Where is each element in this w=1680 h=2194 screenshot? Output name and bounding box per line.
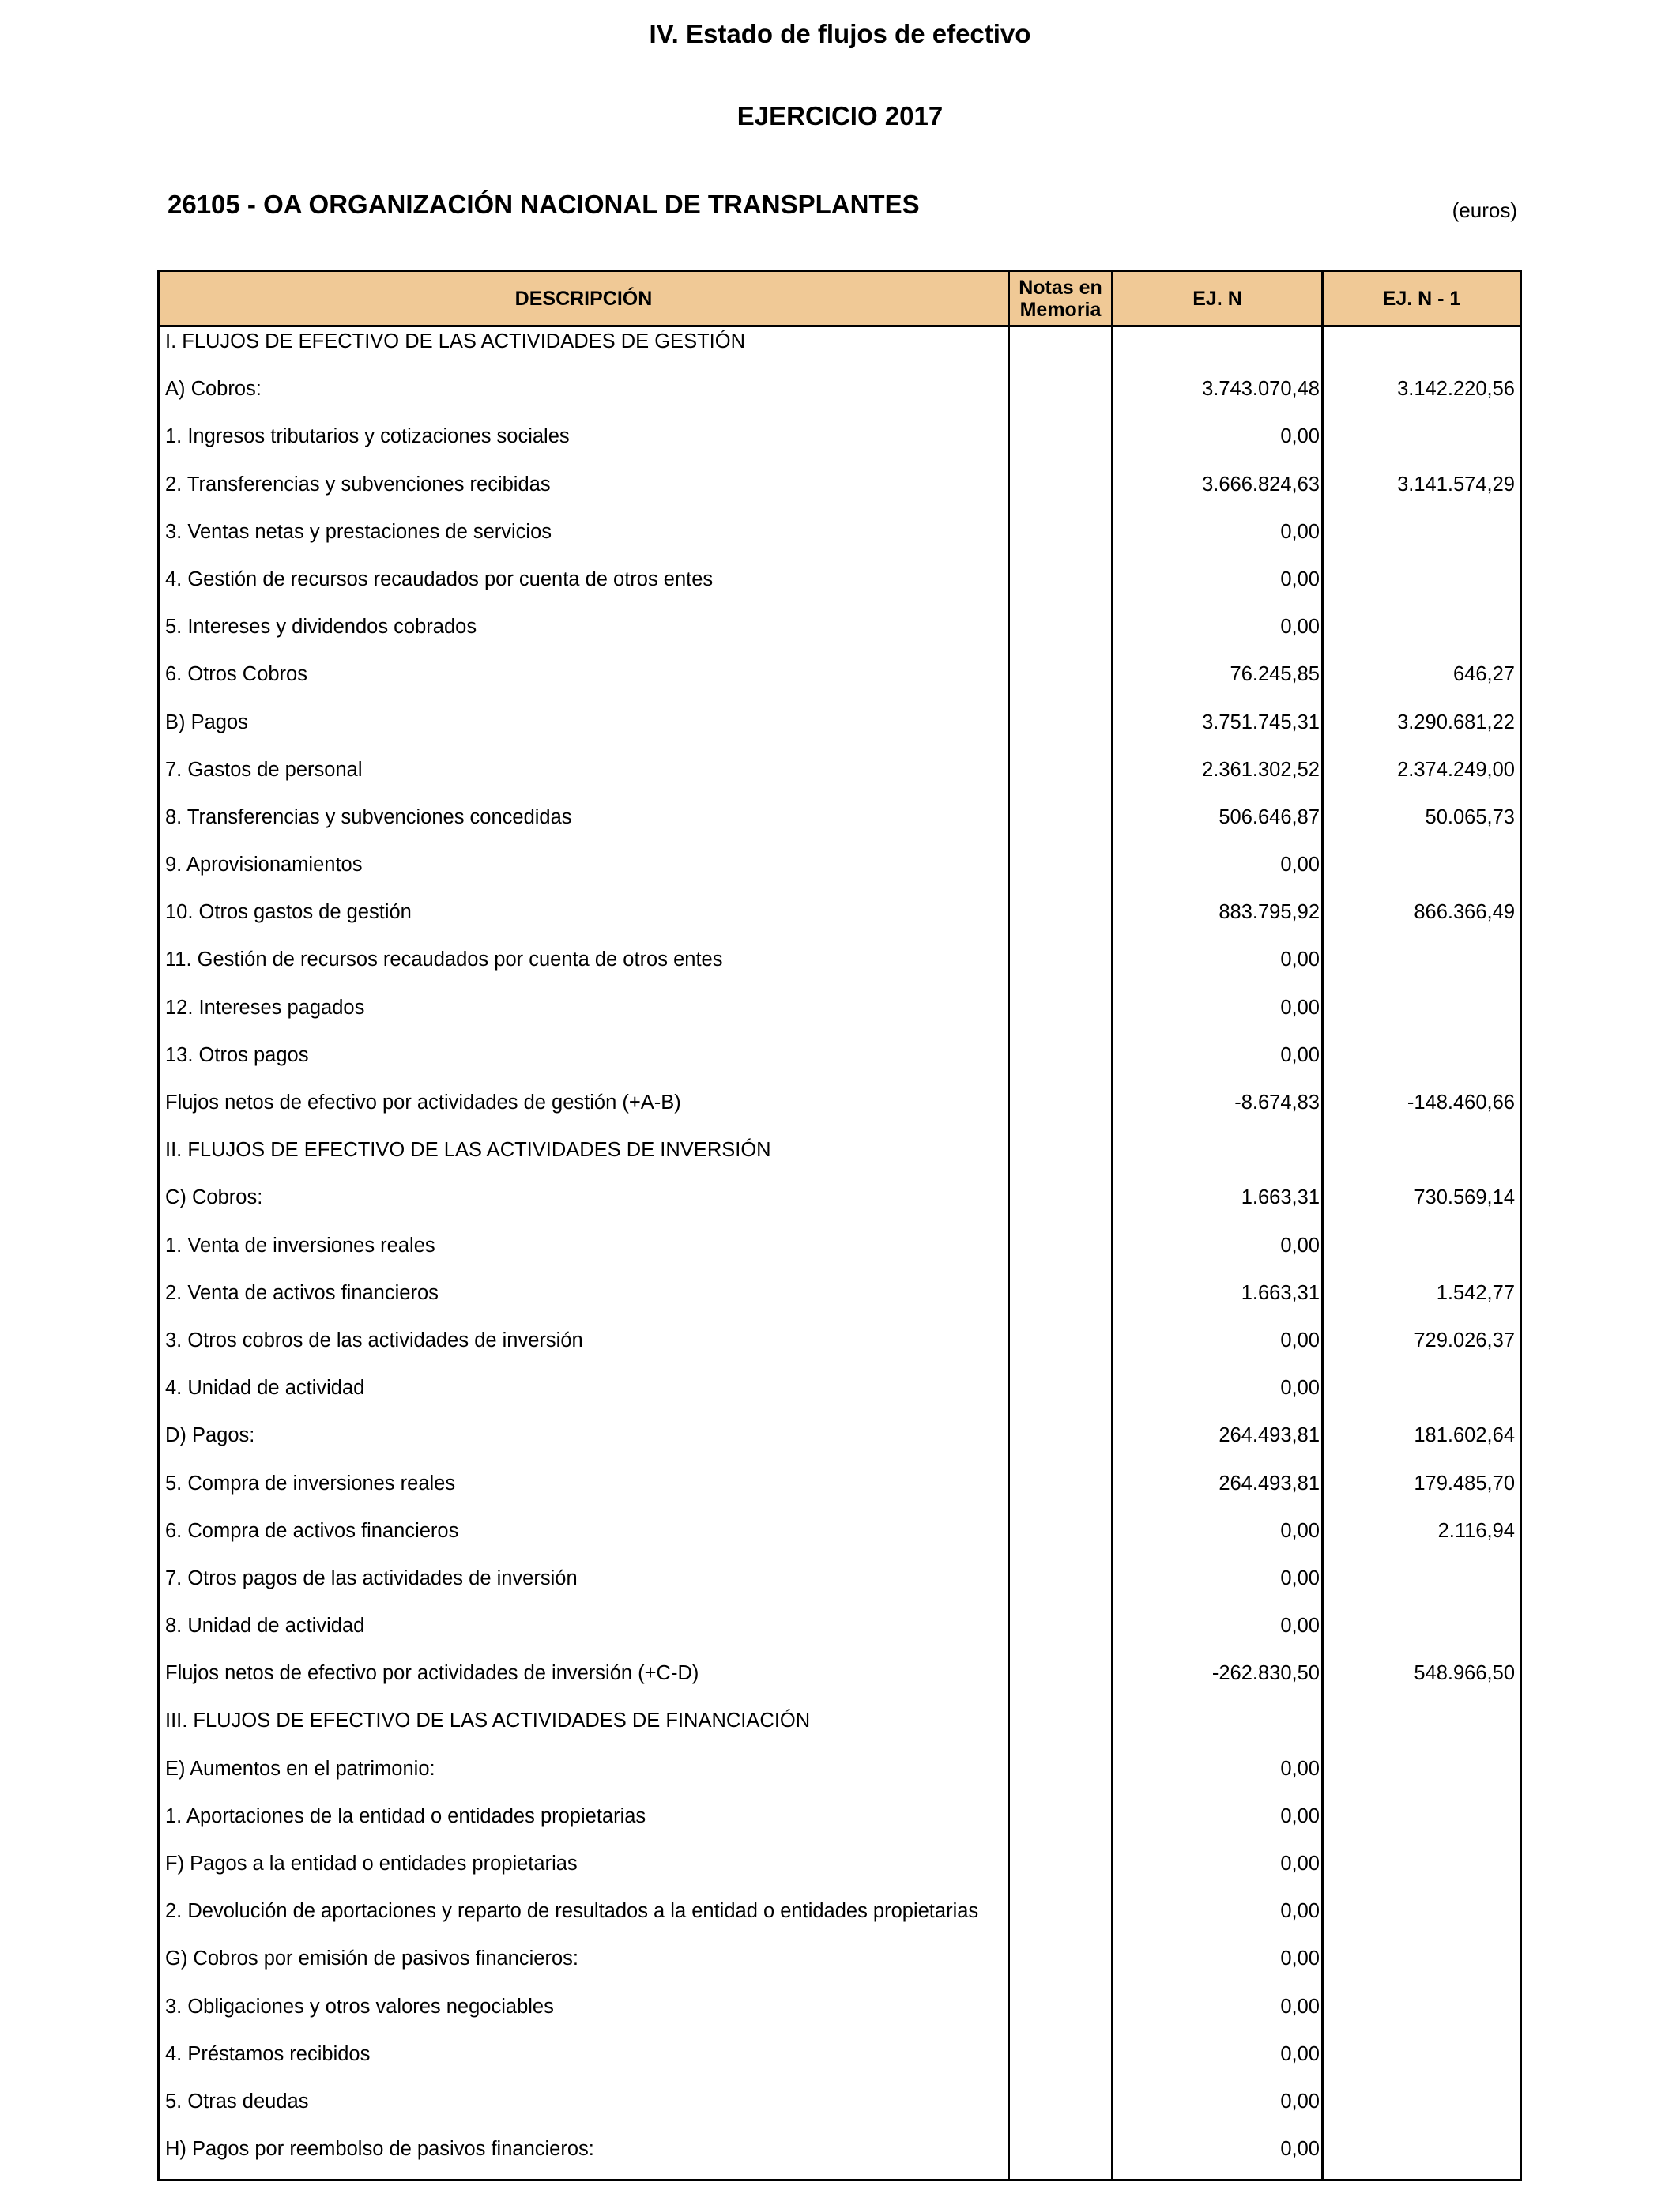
row-description: 5. Otras deudas	[165, 2090, 309, 2113]
column-header-year-n1: EJ. N - 1	[1382, 287, 1461, 310]
row-description: B) Pagos	[165, 711, 248, 733]
row-description: E) Aumentos en el patrimonio:	[165, 1757, 435, 1780]
row-description: Flujos netos de efectivo por actividades de inversión (+C-D)	[165, 1662, 699, 1685]
row-value-year-n: 0,00	[1280, 2138, 1320, 2161]
row-description: 2. Transferencias y subvenciones recibidas	[165, 473, 551, 496]
table-row	[160, 660, 1520, 707]
table-row	[160, 470, 1520, 518]
row-value-year-n1: 548.966,50	[1414, 1662, 1515, 1685]
row-description: 1. Ingresos tributarios y cotizaciones sociales	[165, 425, 570, 448]
row-value-year-n1: 179.485,70	[1414, 1472, 1515, 1495]
table-row	[160, 1564, 1520, 1612]
row-value-year-n1	[1324, 1849, 1515, 1878]
row-description: D) Pagos:	[165, 1424, 255, 1447]
currency-unit: (euros)	[1452, 198, 1517, 222]
exercise-year: EJERCICIO 2017	[736, 101, 944, 130]
row-description: 7. Otros pagos de las actividades de inversión	[165, 1566, 578, 1589]
table-row	[160, 1374, 1520, 1421]
table-row	[160, 1944, 1520, 1992]
row-value-year-n: 264.493,81	[1219, 1424, 1320, 1447]
row-description: 3. Otros cobros de las actividades de inversión	[165, 1329, 583, 1351]
row-value-year-n: 0,00	[1280, 1377, 1320, 1400]
column-header-description: DESCRIPCIÓN	[514, 287, 653, 310]
row-value-year-n: 0,00	[1280, 616, 1320, 639]
row-value-year-n: 0,00	[1280, 2042, 1320, 2065]
row-value-year-n1: 866.366,49	[1414, 901, 1515, 924]
table-body	[160, 327, 1520, 2181]
column-header-notes: Notas en Memoria	[1019, 276, 1102, 321]
table-row	[160, 1849, 1520, 1897]
row-value-year-n: 0,00	[1280, 948, 1320, 971]
row-description: 12. Intereses pagados	[165, 996, 365, 1019]
table-row	[160, 1612, 1520, 1659]
row-description: III. FLUJOS DE EFECTIVO DE LAS ACTIVIDADES DE FINANCIACIÓN	[165, 1710, 811, 1732]
row-value-year-n: 3.743.070,48	[1202, 378, 1320, 401]
row-description: H) Pagos por reembolso de pasivos financieros:	[165, 2138, 594, 2161]
row-description: 6. Otros Cobros	[165, 663, 307, 686]
row-description: 9. Aprovisionamientos	[165, 854, 363, 876]
row-value-year-n1: 3.290.681,22	[1397, 711, 1515, 733]
row-value-year-n: 1.663,31	[1241, 1186, 1320, 1209]
row-value-year-n: 0,00	[1280, 1615, 1320, 1638]
row-description: 1. Venta de inversiones reales	[165, 1234, 435, 1257]
row-description: F) Pagos a la entidad o entidades propietarias	[165, 1853, 578, 1875]
row-value-year-n: 0,00	[1280, 1804, 1320, 1827]
table-row	[160, 1706, 1520, 1754]
row-description: 1. Aportaciones de la entidad o entidades propietarias	[165, 1804, 646, 1827]
row-value-year-n1	[1324, 1992, 1515, 2021]
table-row	[160, 1469, 1520, 1517]
entity-name: 26105 - OA ORGANIZACIÓN NACIONAL DE TRANSPLANTES	[168, 190, 920, 219]
table-row	[160, 708, 1520, 756]
row-value-year-n	[1114, 1706, 1320, 1735]
row-value-year-n1	[1324, 327, 1515, 356]
row-value-year-n1	[1324, 422, 1515, 450]
table-row	[160, 945, 1520, 993]
table-row	[160, 1279, 1520, 1326]
row-description: 13. Otros pagos	[165, 1043, 309, 1066]
table-row	[160, 1088, 1520, 1136]
row-value-year-n: 76.245,85	[1230, 663, 1320, 686]
row-value-year-n1: 3.142.220,56	[1397, 378, 1515, 401]
table-row	[160, 613, 1520, 660]
row-value-year-n1	[1324, 1374, 1515, 1402]
row-description: 5. Intereses y dividendos cobrados	[165, 616, 477, 639]
row-value-year-n1	[1324, 1802, 1515, 1830]
row-value-year-n1: 50.065,73	[1425, 805, 1515, 828]
row-value-year-n: 3.666.824,63	[1202, 473, 1320, 496]
table-row	[160, 756, 1520, 803]
table-row	[160, 1992, 1520, 2040]
row-description: A) Cobros:	[165, 378, 262, 401]
row-value-year-n1: 646,27	[1453, 663, 1515, 686]
column-divider	[1111, 272, 1113, 2179]
table-row	[160, 898, 1520, 945]
row-value-year-n: 2.361.302,52	[1202, 758, 1320, 781]
table-row	[160, 2040, 1520, 2087]
row-value-year-n1	[1324, 945, 1515, 974]
table-row	[160, 422, 1520, 469]
row-value-year-n1: 3.141.574,29	[1397, 473, 1515, 496]
row-value-year-n1	[1324, 1231, 1515, 1260]
row-description: Flujos netos de efectivo por actividades de gestión (+A-B)	[165, 1091, 681, 1114]
row-value-year-n: -262.830,50	[1211, 1662, 1320, 1685]
table-row	[160, 1183, 1520, 1231]
page-title: IV. Estado de flujos de efectivo	[649, 19, 1031, 48]
row-description: 3. Ventas netas y prestaciones de servicios	[165, 520, 552, 543]
table-row	[160, 327, 1520, 375]
row-description: 8. Unidad de actividad	[165, 1615, 365, 1638]
row-value-year-n1	[1324, 2135, 1515, 2163]
row-description: 11. Gestión de recursos recaudados por cuenta de otros entes	[165, 948, 723, 971]
row-value-year-n1	[1324, 2087, 1515, 2116]
row-value-year-n: 0,00	[1280, 2090, 1320, 2113]
row-value-year-n: 0,00	[1280, 1329, 1320, 1351]
row-description: 2. Devolución de aportaciones y reparto de resultados a la entidad o entidades propietarias	[165, 1900, 979, 1923]
row-description: 5. Compra de inversiones reales	[165, 1472, 456, 1495]
row-value-year-n1	[1324, 565, 1515, 594]
row-value-year-n: 0,00	[1280, 425, 1320, 448]
row-value-year-n1	[1324, 1755, 1515, 1783]
row-description: 4. Gestión de recursos recaudados por cuenta de otros entes	[165, 567, 714, 590]
row-description: I. FLUJOS DE EFECTIVO DE LAS ACTIVIDADES DE GESTIÓN	[165, 330, 745, 352]
row-value-year-n: 0,00	[1280, 996, 1320, 1019]
row-value-year-n: 0,00	[1280, 1043, 1320, 1066]
table-header	[160, 272, 1520, 327]
row-value-year-n: 0,00	[1280, 520, 1320, 543]
row-value-year-n1	[1324, 850, 1515, 879]
row-description: 3. Obligaciones y otros valores negociables	[165, 1995, 554, 2018]
table-row	[160, 1041, 1520, 1088]
row-value-year-n1: 730.569,14	[1414, 1186, 1515, 1209]
row-description: C) Cobros:	[165, 1186, 263, 1209]
table-row	[160, 518, 1520, 565]
table-row	[160, 1659, 1520, 1706]
table-row	[160, 803, 1520, 850]
row-value-year-n1: 181.602,64	[1414, 1424, 1515, 1447]
row-description: 10. Otros gastos de gestión	[165, 901, 412, 924]
row-value-year-n1	[1324, 993, 1515, 1022]
row-value-year-n1	[1324, 613, 1515, 641]
row-description: 8. Transferencias y subvenciones concedidas	[165, 805, 572, 828]
row-value-year-n1	[1324, 1944, 1515, 1973]
row-value-year-n: 0,00	[1280, 854, 1320, 876]
table-row	[160, 1326, 1520, 1374]
row-value-year-n: -8.674,83	[1234, 1091, 1320, 1114]
column-header-year-n: EJ. N	[1192, 287, 1242, 310]
row-value-year-n: 264.493,81	[1219, 1472, 1320, 1495]
row-value-year-n: 0,00	[1280, 1853, 1320, 1875]
row-value-year-n1	[1324, 2040, 1515, 2068]
table-row	[160, 1421, 1520, 1468]
column-divider	[1321, 272, 1324, 2179]
row-description: 4. Unidad de actividad	[165, 1377, 365, 1400]
row-value-year-n1: -148.460,66	[1407, 1091, 1515, 1114]
table-row	[160, 1231, 1520, 1279]
table-row	[160, 375, 1520, 422]
row-value-year-n: 0,00	[1280, 1900, 1320, 1923]
table-row	[160, 1802, 1520, 1849]
row-value-year-n: 1.663,31	[1241, 1281, 1320, 1304]
row-value-year-n: 0,00	[1280, 1519, 1320, 1542]
row-value-year-n: 3.751.745,31	[1202, 711, 1320, 733]
row-value-year-n1: 1.542,77	[1436, 1281, 1515, 1304]
row-value-year-n1	[1324, 1897, 1515, 1925]
row-description: 4. Préstamos recibidos	[165, 2042, 371, 2065]
table-row	[160, 1136, 1520, 1183]
row-value-year-n: 0,00	[1280, 1566, 1320, 1589]
table-row	[160, 2135, 1520, 2181]
table-row	[160, 993, 1520, 1041]
row-value-year-n: 0,00	[1280, 1995, 1320, 2018]
row-value-year-n1	[1324, 1136, 1515, 1164]
table-row	[160, 850, 1520, 898]
row-description: G) Cobros por emisión de pasivos financieros:	[165, 1947, 578, 1970]
row-value-year-n1: 2.374.249,00	[1397, 758, 1515, 781]
row-value-year-n1: 729.026,37	[1414, 1329, 1515, 1351]
row-value-year-n: 883.795,92	[1219, 901, 1320, 924]
row-value-year-n: 0,00	[1280, 1757, 1320, 1780]
row-value-year-n: 0,00	[1280, 567, 1320, 590]
row-value-year-n1: 2.116,94	[1437, 1519, 1515, 1542]
row-description: 2. Venta de activos financieros	[165, 1281, 439, 1304]
table-row	[160, 1517, 1520, 1564]
row-value-year-n1	[1324, 1706, 1515, 1735]
column-divider	[1008, 272, 1010, 2179]
row-value-year-n: 506.646,87	[1219, 805, 1320, 828]
row-value-year-n1	[1324, 1564, 1515, 1593]
row-description: 7. Gastos de personal	[165, 758, 363, 781]
row-value-year-n	[1114, 1136, 1320, 1164]
row-description: 6. Compra de activos financieros	[165, 1519, 459, 1542]
row-value-year-n: 0,00	[1280, 1947, 1320, 1970]
row-value-year-n1	[1324, 1612, 1515, 1640]
table-row	[160, 2087, 1520, 2135]
table-row	[160, 1897, 1520, 1944]
cash-flow-table	[157, 270, 1522, 2181]
row-description: II. FLUJOS DE EFECTIVO DE LAS ACTIVIDADES DE INVERSIÓN	[165, 1139, 771, 1162]
table-row	[160, 565, 1520, 613]
table-row	[160, 1755, 1520, 1802]
row-value-year-n1	[1324, 518, 1515, 546]
row-value-year-n	[1114, 327, 1320, 356]
row-value-year-n1	[1324, 1041, 1515, 1069]
row-value-year-n: 0,00	[1280, 1234, 1320, 1257]
